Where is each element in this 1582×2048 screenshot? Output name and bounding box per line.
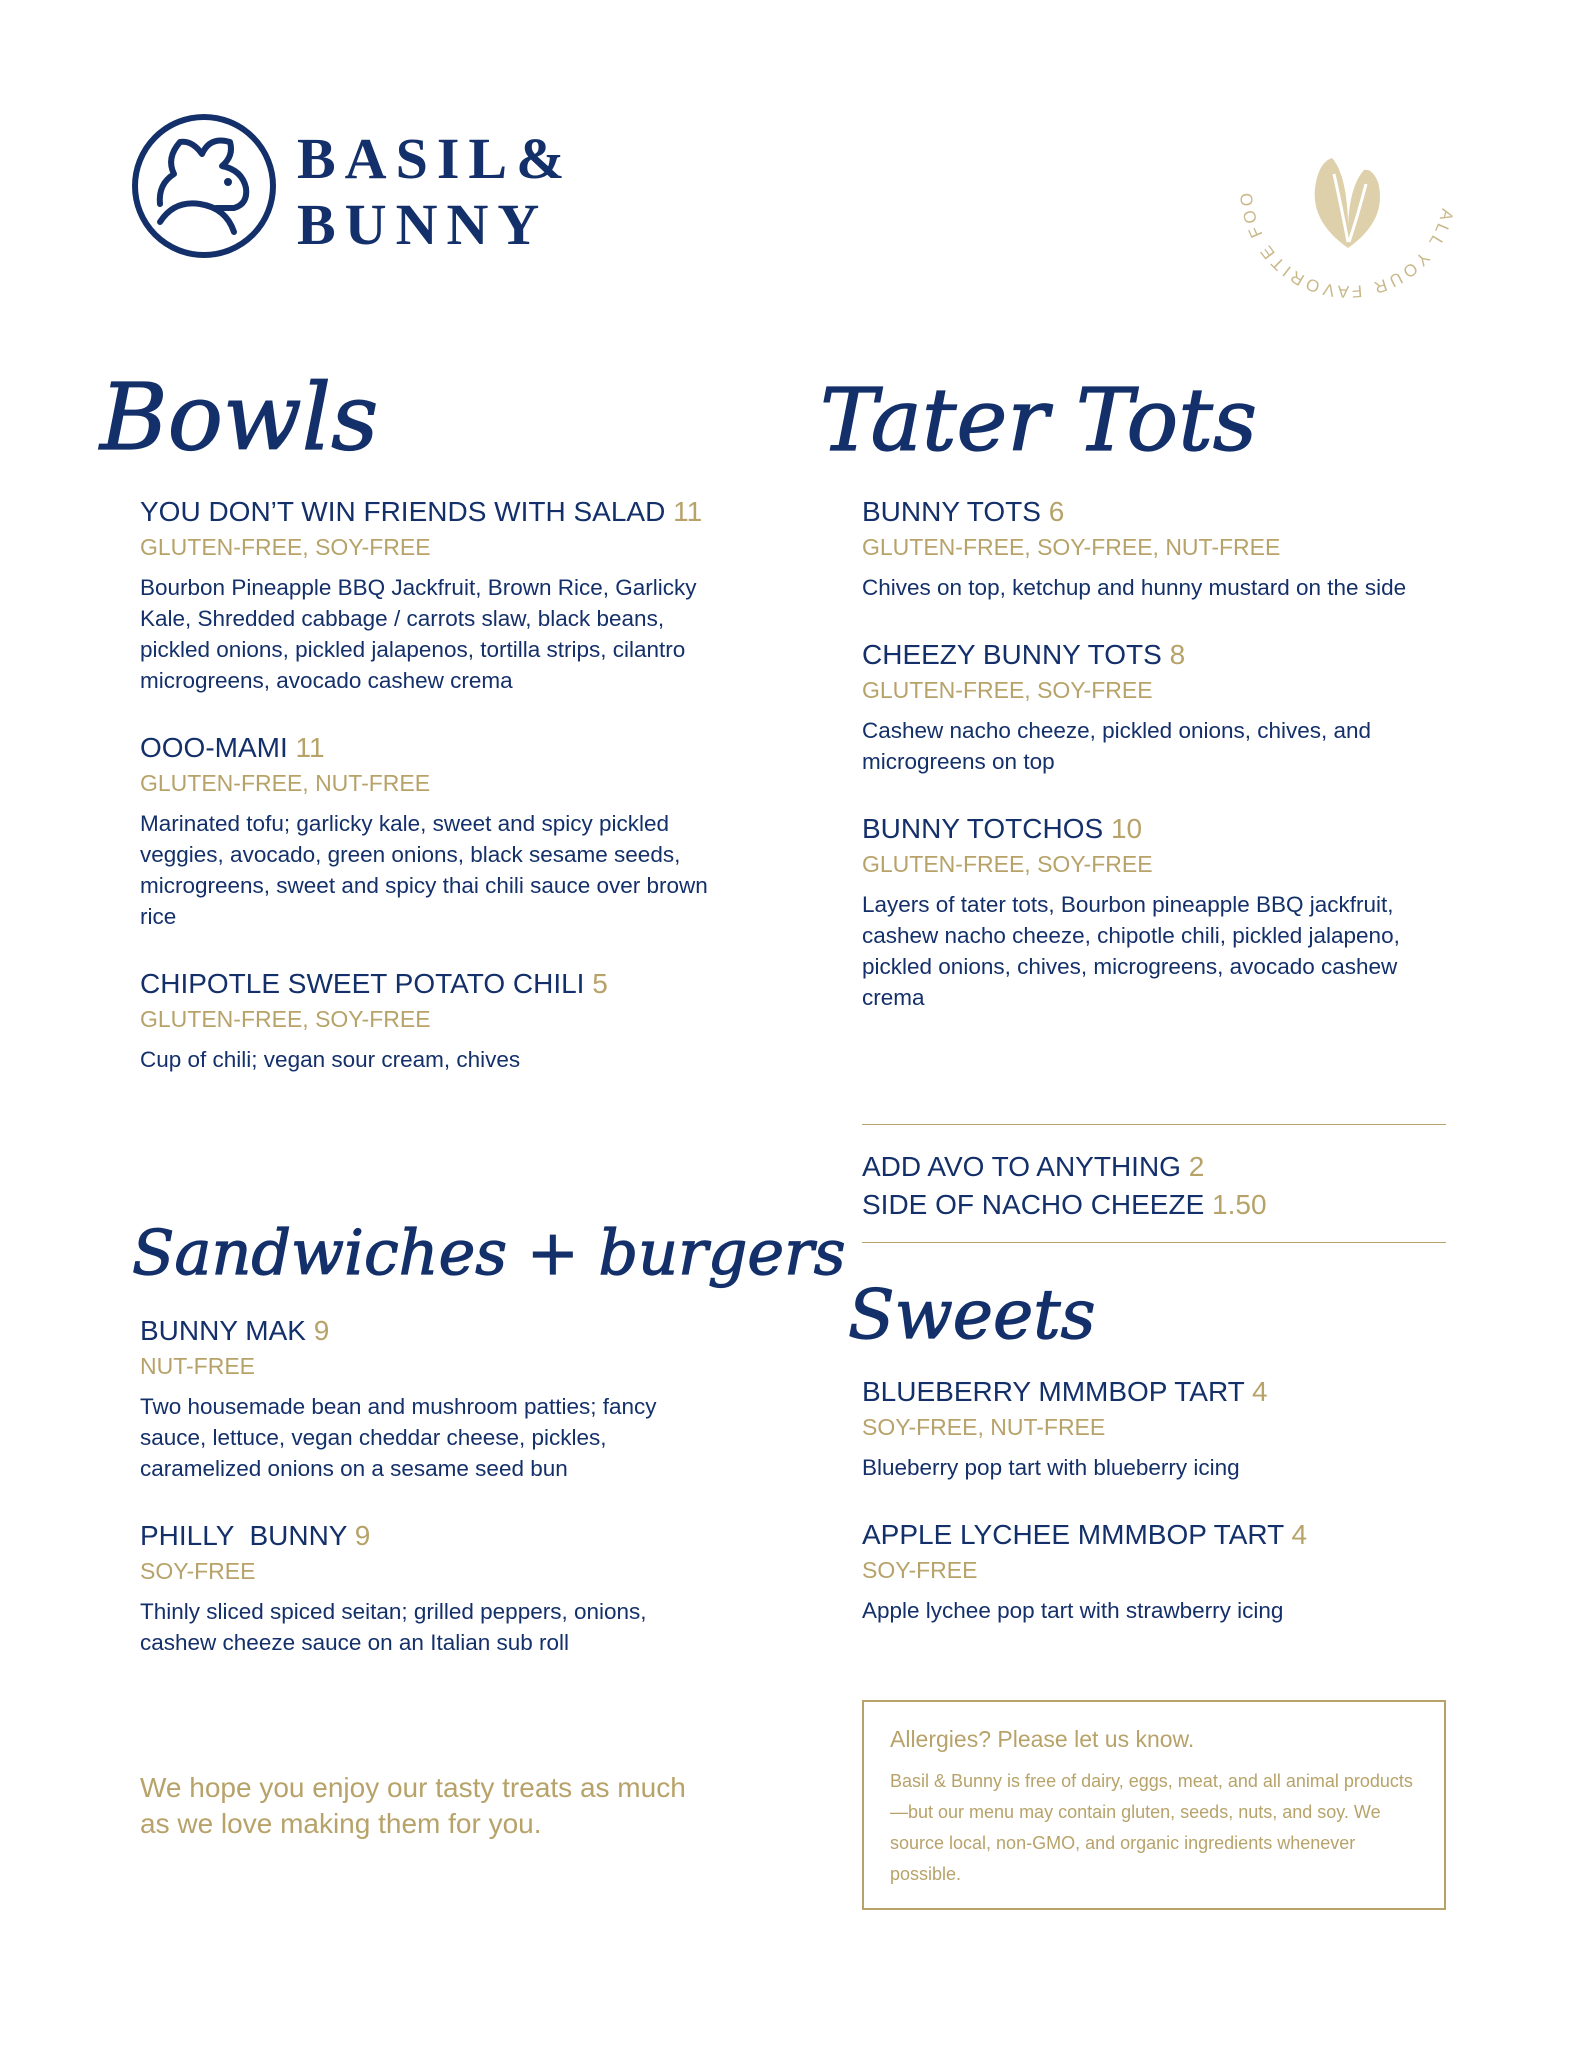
section-title-tater-tots: Tater Tots (820, 371, 1258, 471)
item-name: CHEEZY BUNNY TOTS (862, 639, 1162, 670)
item-price: 11 (673, 496, 703, 527)
divider (862, 1242, 1446, 1243)
menu-item (862, 1374, 1442, 1483)
sandwiches-list (140, 1313, 720, 1692)
sweets-list (862, 1374, 1442, 1660)
bowls-list (140, 494, 720, 1109)
item-price: 11 (295, 732, 325, 763)
addon-name: ADD AVO TO ANYTHING (862, 1151, 1181, 1182)
item-tags: GLUTEN-FREE, NUT-FREE (140, 770, 431, 796)
item-price: 10 (1110, 813, 1143, 844)
plant-seal (1228, 70, 1468, 310)
item-description: Cashew nacho cheeze, pickled onions, chives, and microgreens on top (862, 718, 1372, 774)
item-description: Blueberry pop tart with blueberry icing (862, 1455, 1240, 1480)
addon-price: 1.50 (1212, 1189, 1267, 1220)
section-title-bowls: Bowls (100, 364, 379, 471)
menu-item (862, 1517, 1442, 1626)
addon-price: 2 (1188, 1151, 1205, 1182)
item-price: 4 (1291, 1519, 1308, 1550)
bunny-icon (130, 112, 278, 260)
menu-item (140, 1313, 720, 1484)
item-price: 8 (1169, 639, 1186, 670)
item-name: OOO-MAMI (140, 732, 288, 763)
allergy-title: Allergies? Please let us know. (890, 1726, 1195, 1752)
item-description: Apple lychee pop tart with strawberry icing (862, 1598, 1284, 1623)
item-description: Layers of tater tots, Bourbon pineapple BBQ jackfruit, cashew nacho cheeze, chipotle chili, pickled jalapeno, pickled onions, chives, microgreens, avocado cashew crema (862, 892, 1400, 1010)
item-description: Thinly sliced spiced seitan; grilled peppers, onions, cashew cheeze sauce on an Italian sub roll (140, 1599, 647, 1655)
section-title-sandwiches: Sandwiches + burgers (132, 1216, 846, 1289)
addon-item (862, 1186, 1267, 1224)
item-tags: SOY-FREE (140, 1558, 256, 1584)
item-tags: GLUTEN-FREE, SOY-FREE, NUT-FREE (862, 534, 1281, 560)
item-price: 9 (313, 1315, 330, 1346)
item-tags: GLUTEN-FREE, SOY-FREE (140, 534, 431, 560)
item-description: Marinated tofu; garlicky kale, sweet and spicy pickled veggies, avocado, green onions, black sesame seeds, microgreens, sweet and spicy thai chili sauce over brown rice (140, 811, 708, 929)
item-price: 4 (1252, 1376, 1268, 1407)
tater-tots-list (862, 494, 1442, 1047)
item-price: 6 (1048, 496, 1065, 527)
item-name: APPLE LYCHEE MMMBOP TART (862, 1519, 1284, 1550)
item-tags: GLUTEN-FREE, SOY-FREE (862, 851, 1153, 877)
menu-item (140, 966, 720, 1075)
menu-item (140, 730, 720, 932)
menu-item (140, 494, 720, 696)
item-name: BLUEBERRY MMMBOP TART (862, 1376, 1245, 1407)
item-name: BUNNY TOTCHOS (862, 813, 1104, 844)
item-description: Chives on top, ketchup and hunny mustard on the side (862, 575, 1407, 600)
item-name: PHILLY BUNNY (140, 1520, 347, 1551)
item-name: YOU DON’T WIN FRIENDS WITH SALAD (140, 496, 666, 527)
item-tags: GLUTEN-FREE, SOY-FREE (862, 677, 1153, 703)
brand-name-line-2: BUNNY (297, 192, 549, 257)
item-description: Two housemade bean and mushroom patties; fancy sauce, lettuce, vegan cheddar cheese, pickles, caramelized onions on a sesame seed bun (140, 1394, 657, 1481)
addon-item (862, 1148, 1267, 1186)
item-name: BUNNY TOTS (862, 496, 1041, 527)
seal-text: ALL YOUR FAVORITE FOO (1236, 188, 1458, 302)
item-description: Bourbon Pineapple BBQ Jackfruit, Brown Rice, Garlicky Kale, Shredded cabbage / carrots slaw, black beans, pickled onions, pickled jalapenos, tortilla strips, cilantro microgreens, avocado cashew crema (140, 575, 697, 693)
menu-item (862, 637, 1442, 777)
item-description: Cup of chili; vegan sour cream, chives (140, 1047, 521, 1072)
section-title-sweets: Sweets (848, 1276, 1096, 1355)
closing-message: We hope you enjoy our tasty treats as much as we love making them for you. (140, 1772, 686, 1839)
allergy-notice (862, 1700, 1446, 1910)
menu-item (862, 494, 1442, 603)
item-tags: GLUTEN-FREE, SOY-FREE (140, 1006, 431, 1032)
divider (862, 1124, 1446, 1125)
item-price: 5 (592, 968, 608, 999)
leaf-icon (1315, 158, 1380, 248)
menu-item (140, 1518, 720, 1658)
item-name: BUNNY MAK (140, 1315, 306, 1346)
item-tags: NUT-FREE (140, 1353, 255, 1379)
allergy-text: Basil & Bunny is free of dairy, eggs, meat, and all animal products—but our menu may contain gluten, seeds, nuts, and soy. We source local, non-GMO, and organic ingredients whenever possible. (890, 1771, 1413, 1884)
item-tags: SOY-FREE (862, 1557, 978, 1583)
menu-item (862, 811, 1442, 1013)
item-price: 9 (354, 1520, 371, 1551)
brand-name-line-1: BASIL& (297, 126, 574, 191)
addons-list (862, 1148, 1267, 1224)
item-name: CHIPOTLE SWEET POTATO CHILI (140, 968, 585, 999)
addon-name: SIDE OF NACHO CHEEZE (862, 1189, 1205, 1220)
item-tags: SOY-FREE, NUT-FREE (862, 1414, 1106, 1440)
